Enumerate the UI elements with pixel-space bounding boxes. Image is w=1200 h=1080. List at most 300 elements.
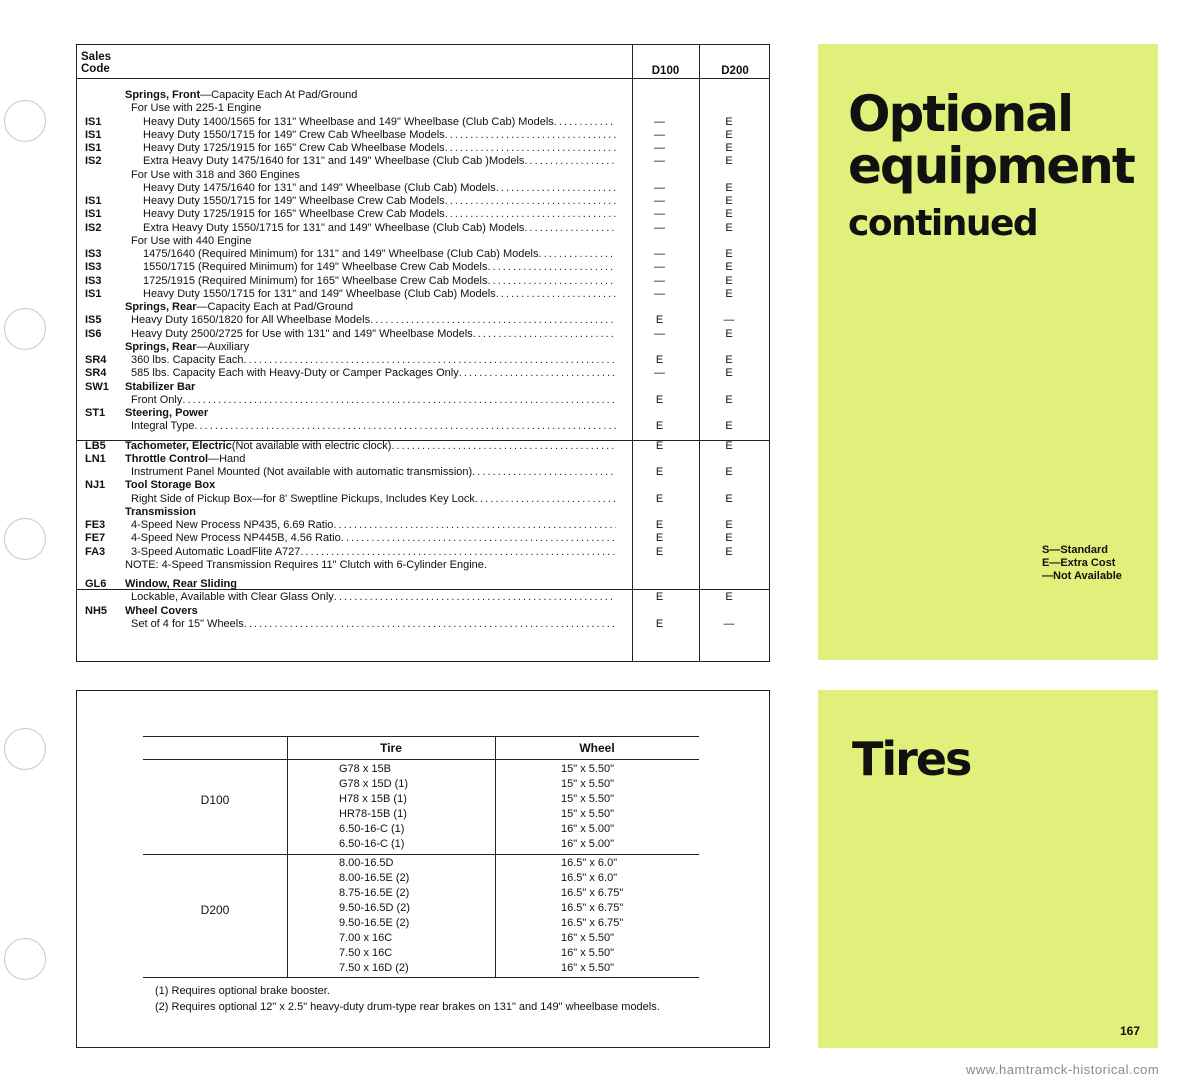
table-row xyxy=(77,328,769,341)
table-row xyxy=(77,222,769,235)
table-row xyxy=(77,506,769,519)
d200-availability xyxy=(693,479,765,492)
sales-code: SW1 xyxy=(85,380,109,393)
sales-code: NH5 xyxy=(85,604,108,617)
option-label: 1725/1915 (Required Minimum) for 165" Wheelbase Crew Cab Models xyxy=(143,274,488,287)
option-label: Heavy Duty 1550/1715 for 131" and 149" Wheelbase (Club Cab) Models xyxy=(143,287,496,300)
option-label: Tool Storage Box xyxy=(125,479,216,492)
d200-availability xyxy=(693,89,765,102)
d200-availability: E xyxy=(725,261,733,274)
sales-code xyxy=(77,235,125,248)
option-description xyxy=(125,407,626,420)
dot-leader xyxy=(496,182,616,195)
d200-availability: E xyxy=(725,248,733,260)
footnotes xyxy=(155,983,660,1015)
option-description xyxy=(125,129,626,142)
table-row xyxy=(77,605,769,618)
option-label: 4-Speed New Process NP435, 6.69 Ratio xyxy=(131,519,334,531)
option-description xyxy=(125,532,626,545)
table-row xyxy=(77,381,769,394)
option-description xyxy=(125,195,626,208)
d200-availability: E xyxy=(725,439,733,452)
d100-availability: E xyxy=(655,314,664,327)
d200-availability xyxy=(693,381,765,394)
option-label: 4-Speed New Process NP445B, 4.56 Ratio xyxy=(131,532,341,545)
option-label: Stabilizer Bar xyxy=(125,380,196,393)
table-row xyxy=(77,479,769,492)
table-row xyxy=(77,314,769,327)
d100-availability: — xyxy=(654,195,665,207)
d200-availability: E xyxy=(725,195,733,207)
dot-leader xyxy=(473,328,616,341)
option-label-detail: —Capacity Each at Pad/Ground xyxy=(196,301,354,313)
sales-code-header: Sales Code xyxy=(81,51,112,75)
d100-availability: E xyxy=(655,393,664,406)
table-row xyxy=(77,559,769,572)
option-label: For Use with 440 Engine xyxy=(131,234,252,247)
table-row xyxy=(77,618,769,631)
d100-availability xyxy=(626,381,693,394)
d100-availability: E xyxy=(655,354,664,366)
wheel-header: Wheel xyxy=(579,741,615,755)
tires-col-divider xyxy=(495,736,496,977)
option-label: Extra Heavy Duty 1475/1640 for 131" and 149" Wheelbase (Club Cab )Models xyxy=(143,155,525,168)
d100-availability xyxy=(626,235,693,248)
table-row xyxy=(77,116,769,129)
tire-size: 7.00 x 16C xyxy=(339,932,393,944)
tire-size: 9.50-16.5D (2) xyxy=(339,902,410,914)
d100-availability: E xyxy=(655,420,664,433)
option-label: Front Only xyxy=(131,393,183,406)
d100-availability xyxy=(626,453,693,466)
d200-availability xyxy=(693,341,765,354)
d100-availability: — xyxy=(654,221,665,234)
wheel-size: 16.5" x 6.0" xyxy=(561,872,618,884)
option-label: Instrument Panel Mounted (Not available with automatic transmission) xyxy=(131,466,473,478)
option-description xyxy=(125,222,626,235)
table-row xyxy=(77,493,769,506)
option-description xyxy=(125,116,626,129)
option-label: Throttle Control xyxy=(125,452,209,465)
d200-availability: E xyxy=(725,519,733,531)
tire-size: 7.50 x 16C xyxy=(339,947,393,959)
option-label: Extra Heavy Duty 1550/1715 for 131" and 149" Wheelbase (Club Cab) Models xyxy=(143,221,525,234)
dot-leader xyxy=(472,466,616,479)
table-row xyxy=(77,89,769,102)
table-row xyxy=(77,182,769,195)
d200-availability: E xyxy=(725,492,733,505)
sales-code: FA3 xyxy=(85,545,106,558)
sales-code: IS3 xyxy=(85,248,102,260)
sales-code xyxy=(77,89,125,102)
table-row xyxy=(77,453,769,466)
d200-availability xyxy=(693,102,765,115)
d100-availability xyxy=(626,89,693,102)
option-description xyxy=(125,559,626,572)
model-label-d100: D100 xyxy=(200,793,230,807)
footnote: (2) Requires optional 12" x 2.5" heavy-duty drum-type rear brakes on 131" and 149" wheelbase models. xyxy=(155,1001,660,1013)
watermark: www.hamtramck-historical.com xyxy=(966,1062,1160,1077)
tires-col-divider xyxy=(287,736,288,977)
dot-leader xyxy=(496,288,616,301)
panel-title-line: equipment xyxy=(848,137,1134,195)
option-label: Springs, Front xyxy=(125,89,201,101)
sales-code xyxy=(77,506,125,519)
option-description xyxy=(125,235,626,248)
dot-leader xyxy=(524,222,616,235)
tire-size: 9.50-16.5E (2) xyxy=(339,917,410,929)
d100-availability: E xyxy=(655,492,664,505)
d100-availability: — xyxy=(654,208,665,221)
table-row xyxy=(77,129,769,142)
d100-availability xyxy=(626,479,693,492)
dot-leader xyxy=(333,519,616,532)
panel-subtitle: continued xyxy=(848,203,1038,244)
d200-availability: E xyxy=(725,354,733,366)
d200-availability: E xyxy=(725,393,733,406)
binder-hole xyxy=(4,938,46,980)
d200-availability xyxy=(693,578,765,591)
legend-extra-cost: E—Extra Cost xyxy=(1042,557,1116,569)
tire-size: H78 x 15B (1) xyxy=(339,793,407,805)
option-description xyxy=(125,275,626,288)
d100-availability: E xyxy=(655,591,664,604)
sales-code xyxy=(77,102,125,115)
option-label: Heavy Duty 1400/1565 for 131" Wheelbase and 149" Wheelbase (Club Cab) Models xyxy=(143,115,554,128)
table-row xyxy=(77,546,769,559)
d200-availability: E xyxy=(725,115,733,128)
d200-availability: E xyxy=(725,545,733,558)
d100-availability: — xyxy=(654,261,665,274)
d200-availability: E xyxy=(725,287,733,300)
table-row xyxy=(77,341,769,354)
d100-availability: — xyxy=(654,115,665,128)
section-panel-optional xyxy=(818,44,1158,660)
d200-availability: E xyxy=(725,221,733,234)
dot-leader xyxy=(445,142,616,155)
sales-code: FE7 xyxy=(85,532,106,545)
wheel-size: 16" x 5.50" xyxy=(561,932,615,944)
d200-availability: E xyxy=(725,420,733,433)
tire-size: G78 x 15B xyxy=(339,763,391,775)
option-label: Right Side of Pickup Box—for 8' Sweptline Pickups, Includes Key Lock xyxy=(131,492,475,505)
sales-code xyxy=(77,301,125,314)
d200-availability: — xyxy=(723,617,735,630)
d200-header: D200 xyxy=(721,65,749,77)
table-row xyxy=(77,288,769,301)
d200-availability: E xyxy=(725,274,733,287)
option-description xyxy=(125,618,626,631)
option-description xyxy=(125,506,626,519)
d100-availability: — xyxy=(654,274,665,287)
d100-availability: — xyxy=(654,248,665,260)
table-row xyxy=(77,394,769,407)
tire-size: HR78-15B (1) xyxy=(339,808,407,820)
option-label: 3-Speed Automatic LoadFlite A727 xyxy=(131,545,301,558)
option-description xyxy=(125,182,626,195)
sales-code xyxy=(77,394,125,407)
sales-code xyxy=(77,182,125,195)
d100-availability: — xyxy=(654,181,665,194)
sales-code xyxy=(77,169,125,182)
option-description xyxy=(125,314,626,327)
option-description xyxy=(125,155,626,168)
dot-leader xyxy=(487,275,616,288)
header-divider xyxy=(77,78,769,79)
dot-leader xyxy=(370,314,616,327)
sales-code: IS1 xyxy=(85,115,102,128)
d200-availability xyxy=(693,453,765,466)
wheel-size: 15" x 5.50" xyxy=(561,778,615,790)
tire-list-d200 xyxy=(339,856,410,976)
d100-availability xyxy=(626,578,693,591)
option-label-detail: —Capacity Each At Pad/Ground xyxy=(200,89,358,101)
d100-availability: — xyxy=(654,142,665,154)
option-label: Transmission xyxy=(125,505,196,518)
d100-availability: E xyxy=(655,466,664,478)
table-row xyxy=(77,142,769,155)
wheel-size: 16" x 5.00" xyxy=(561,823,615,835)
sales-code: NJ1 xyxy=(85,479,106,492)
sales-code: IS1 xyxy=(85,208,102,221)
table-row xyxy=(77,440,769,453)
option-description xyxy=(125,354,626,367)
tire-size: 8.75-16.5E (2) xyxy=(339,887,410,899)
dot-leader xyxy=(334,591,616,604)
d100-availability: E xyxy=(655,532,664,545)
option-label: Heavy Duty 1650/1820 for All Wheelbase Models xyxy=(131,314,371,327)
option-label: Set of 4 for 15" Wheels xyxy=(131,617,244,630)
table-row xyxy=(77,367,769,380)
d200-availability: E xyxy=(725,327,733,340)
d100-availability: — xyxy=(654,327,665,340)
sales-code: GL6 xyxy=(85,578,107,590)
option-label: Springs, Rear xyxy=(125,340,197,353)
option-description xyxy=(125,89,626,102)
option-description xyxy=(125,466,626,479)
sales-code xyxy=(77,493,125,506)
d100-availability: — xyxy=(654,128,665,141)
sales-code xyxy=(77,466,125,479)
table-row xyxy=(77,155,769,168)
option-label: Heavy Duty 1475/1640 for 131" and 149" Wheelbase (Club Cab) Models xyxy=(143,181,496,194)
d100-availability: E xyxy=(655,545,664,558)
d100-header: D100 xyxy=(651,65,680,77)
option-description xyxy=(125,102,626,115)
option-description xyxy=(125,605,626,618)
table-row xyxy=(77,102,769,115)
option-label: 585 lbs. Capacity Each with Heavy-Duty or Camper Packages Only xyxy=(131,367,459,380)
option-label: Window, Rear Sliding xyxy=(125,578,237,590)
tires-group-rule xyxy=(143,854,699,855)
wheel-list-d200 xyxy=(561,856,623,976)
option-description xyxy=(125,578,626,591)
legend-not-available: —Not Available xyxy=(1042,570,1122,582)
d200-availability: E xyxy=(725,532,733,545)
binder-hole xyxy=(4,100,46,142)
d100-availability: E xyxy=(655,519,664,531)
sales-code: IS1 xyxy=(85,142,102,154)
dot-leader xyxy=(194,420,616,433)
option-description xyxy=(125,394,626,407)
option-description xyxy=(125,248,626,261)
option-label: Heavy Duty 1550/1715 for 149" Crew Cab Wheelbase Models xyxy=(143,128,445,141)
option-description xyxy=(125,591,626,604)
legend-standard: S—Standard xyxy=(1042,544,1109,556)
option-description xyxy=(125,381,626,394)
section-panel-tires xyxy=(818,690,1158,1048)
sales-code: IS2 xyxy=(85,221,102,234)
d100-availability xyxy=(626,102,693,115)
sales-code: SR4 xyxy=(85,367,107,380)
binder-hole xyxy=(4,518,46,560)
wheel-size: 16" x 5.00" xyxy=(561,838,615,850)
option-description xyxy=(125,519,626,532)
dot-leader xyxy=(445,129,616,142)
d200-availability: E xyxy=(725,155,733,168)
dot-leader xyxy=(445,195,616,208)
tire-size: G78 x 15D (1) xyxy=(339,778,409,790)
wheel-size: 16" x 5.50" xyxy=(561,962,615,974)
option-label-detail: —Hand xyxy=(208,452,246,465)
option-description xyxy=(125,479,626,492)
dot-leader xyxy=(244,618,616,631)
tire-list-d100 xyxy=(339,762,408,852)
tire-size: 6.50-16-C (1) xyxy=(339,823,405,835)
option-description xyxy=(125,328,626,341)
tire-size: 6.50-16-C (1) xyxy=(339,838,405,850)
sales-code: LB5 xyxy=(85,439,106,452)
option-description xyxy=(125,169,626,182)
table-row xyxy=(77,248,769,261)
binder-hole xyxy=(4,728,46,770)
option-description xyxy=(125,367,626,380)
table-row xyxy=(77,407,769,420)
option-description xyxy=(125,341,626,354)
sales-code xyxy=(77,559,125,572)
option-label: NOTE: 4-Speed Transmission Requires 11" Clutch with 6-Cylinder Engine. xyxy=(125,558,487,571)
sales-code: IS3 xyxy=(85,274,102,287)
d200-availability: E xyxy=(725,591,733,604)
wheel-size: 16.5" x 6.75" xyxy=(561,917,624,929)
option-description xyxy=(125,546,626,559)
sales-code: IS1 xyxy=(85,128,102,141)
d100-availability xyxy=(626,341,693,354)
table-row xyxy=(77,591,769,604)
d200-availability: E xyxy=(725,208,733,221)
table-row xyxy=(77,235,769,248)
option-label: Lockable, Available with Clear Glass Only xyxy=(131,591,334,604)
dot-leader xyxy=(182,394,616,407)
option-label: Steering, Power xyxy=(125,407,209,419)
sales-code: SR4 xyxy=(85,354,107,366)
table-row xyxy=(77,354,769,367)
option-label: Tachometer, Electric xyxy=(125,439,232,452)
wheel-size: 16.5" x 6.75" xyxy=(561,887,624,899)
dot-leader xyxy=(391,440,616,453)
table-row xyxy=(77,519,769,532)
table-row xyxy=(77,578,769,591)
tires-title: Tires xyxy=(852,732,971,786)
option-label: Heavy Duty 1725/1915 for 165" Wheelbase Crew Cab Models xyxy=(143,208,445,221)
sales-code: IS6 xyxy=(85,327,102,340)
d100-availability xyxy=(626,169,693,182)
d200-availability: E xyxy=(725,181,733,194)
d200-availability: E xyxy=(725,142,733,154)
d100-availability: — xyxy=(654,287,665,300)
d200-availability xyxy=(693,169,765,182)
wheel-list-d100 xyxy=(561,762,614,852)
tire-size: 7.50 x 16D (2) xyxy=(339,962,409,974)
sales-code: ST1 xyxy=(85,407,106,419)
d100-availability xyxy=(626,605,693,618)
d200-availability xyxy=(693,301,765,314)
dot-leader xyxy=(300,546,616,559)
wheel-size: 16.5" x 6.75" xyxy=(561,902,624,914)
wheel-size: 16" x 5.50" xyxy=(561,947,615,959)
tire-size: 8.00-16.5D xyxy=(339,857,394,869)
wheel-size: 16.5" x 6.0" xyxy=(561,857,618,869)
d200-availability: E xyxy=(725,466,733,478)
tires-bottom-rule xyxy=(143,977,699,978)
table-row xyxy=(77,301,769,314)
dot-leader xyxy=(445,208,616,221)
tires-header-rule xyxy=(143,759,699,760)
d100-availability xyxy=(626,407,693,420)
option-label: Heavy Duty 2500/2725 for Use with 131" and 149" Wheelbase Models xyxy=(131,327,473,340)
table-row xyxy=(77,169,769,182)
option-label-detail: (Not available with electric clock) xyxy=(231,439,392,452)
option-label: Springs, Rear xyxy=(125,301,197,313)
sales-code: FE3 xyxy=(85,519,106,531)
d200-availability xyxy=(693,506,765,519)
legend xyxy=(1042,544,1122,583)
option-description xyxy=(125,420,626,433)
tire-header: Tire xyxy=(380,741,402,755)
sales-code xyxy=(77,591,125,604)
sales-code: IS1 xyxy=(85,195,102,207)
sales-code xyxy=(77,341,125,354)
option-label-detail: —Auxiliary xyxy=(196,340,250,353)
d100-availability: — xyxy=(654,155,665,168)
sales-code: IS3 xyxy=(85,261,102,274)
sales-code: IS1 xyxy=(85,287,102,300)
dot-leader xyxy=(554,116,616,129)
option-description xyxy=(125,440,626,453)
option-label: Heavy Duty 1725/1915 for 165" Crew Cab Wheelbase Models xyxy=(143,142,445,154)
sales-code: IS5 xyxy=(85,314,102,327)
d100-availability: E xyxy=(655,439,664,452)
table-row xyxy=(77,261,769,274)
option-description xyxy=(125,453,626,466)
option-description xyxy=(125,208,626,221)
footnote: (1) Requires optional brake booster. xyxy=(155,985,330,997)
options-rows xyxy=(77,89,769,631)
d100-availability xyxy=(626,301,693,314)
table-row xyxy=(77,195,769,208)
page-number: 167 xyxy=(1120,1024,1141,1038)
sales-code xyxy=(77,420,125,433)
option-description xyxy=(125,493,626,506)
d200-availability: — xyxy=(723,314,735,327)
option-description xyxy=(125,288,626,301)
wheel-size: 15" x 5.50" xyxy=(561,793,615,805)
dot-leader xyxy=(524,155,616,168)
d100-availability xyxy=(626,506,693,519)
dot-leader xyxy=(538,248,616,261)
options-table xyxy=(76,44,770,662)
d200-availability: E xyxy=(725,367,733,380)
